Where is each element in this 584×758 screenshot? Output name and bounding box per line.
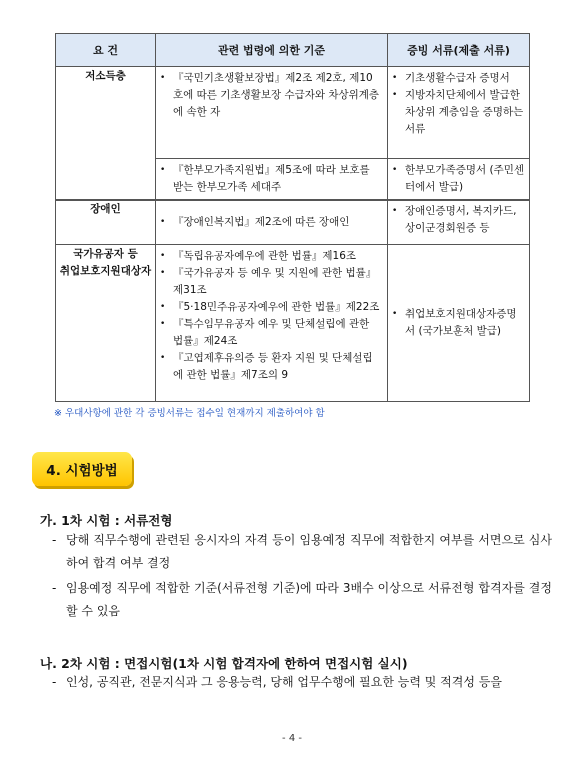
bullet-icon: • <box>392 90 398 100</box>
list-item: • 『한부모가족지원법』제5조에 따라 보호를 받는 한부모가족 세대주 <box>160 162 382 196</box>
bullet-icon: • <box>392 73 398 83</box>
list-item: - 임용예정 직무에 적합한 기준(서류전형 기준)에 따라 3배수 이상으로 서류전형 합격자를 결정할 수 있음 <box>52 577 552 623</box>
list-item: - 인성, 공직관, 전문지식과 그 응용능력, 당해 업무수행에 필요한 능력 및 적격성 등을 <box>52 671 552 694</box>
requirements-table-lower-part <box>55 199 530 402</box>
requirement-disabled: 장애인 <box>56 200 156 245</box>
list-item: • 취업보호지원대상자증명서 (국가보훈처 발급) <box>392 306 524 340</box>
documents-cell <box>388 245 530 402</box>
requirements-table-header-part <box>55 33 530 201</box>
subsection-title-2: 나. 2차 시험 : 면접시험(1차 시험 합격자에 한하여 면접시험 실시) <box>40 656 408 671</box>
table-header-row <box>56 34 530 67</box>
list-item: • 『장애인복지법』제2조에 따른 장애인 <box>160 214 382 231</box>
list-item: • 지방자치단체에서 발급한 차상위 계층임을 증명하는 서류 <box>392 87 524 138</box>
documents-cell <box>388 159 530 201</box>
dash-marker: - <box>52 675 57 689</box>
dash-marker: - <box>52 581 57 595</box>
list-item: - 당해 직무수행에 관련된 응시자의 자격 등이 임용예정 직무에 적합한지 여부를 서면으로 심사하여 합격 여부 결정 <box>52 529 552 575</box>
bullet-icon: • <box>160 353 166 363</box>
table-row <box>56 245 530 402</box>
list-item: • 『특수임무유공자 예우 및 단체설립에 관한 법률』제24조 <box>160 316 382 350</box>
list-item: • 기초생활수급자 증명서 <box>392 70 524 87</box>
bullet-icon: • <box>392 206 398 216</box>
bullet-icon: • <box>392 165 398 175</box>
header-criteria: 관련 법령에 의한 기준 <box>156 34 388 67</box>
documents-cell <box>388 67 530 159</box>
section-heading: 4. 시험방법 <box>32 452 132 486</box>
list-item: • 장애인증명서, 복지카드, 상이군경회원증 등 <box>392 203 524 237</box>
page-number: - 4 - <box>282 733 302 744</box>
criteria-cell <box>156 200 388 245</box>
list-item: • 『고엽제후유의증 등 환자 지원 및 단체설립에 관한 법률』제7조의 9 <box>160 350 382 384</box>
bullet-icon: • <box>392 309 398 319</box>
list-item: • 한부모가족증명서 (주민센터에서 발급) <box>392 162 524 196</box>
criteria-cell <box>156 245 388 402</box>
table-footnote: ※ 우대사항에 관한 각 증빙서류는 접수일 현재까지 제출하여야 함 <box>54 408 325 419</box>
requirement-veterans: 국가유공자 등 취업보호지원대상자 <box>56 245 156 402</box>
bullet-icon: • <box>160 165 166 175</box>
table-row <box>56 67 530 159</box>
requirement-low-income: 저소득층 <box>56 67 156 201</box>
bullet-icon: • <box>160 216 166 227</box>
list-item: • 『국민기초생활보장법』제2조 제2호, 제10호에 따른 기초생활보장 수급자와 차상위계층에 속한 자 <box>160 70 382 121</box>
dash-marker: - <box>52 533 57 547</box>
bullet-icon: • <box>160 302 166 312</box>
bullet-icon: • <box>160 319 166 329</box>
list-item: • 『독립유공자예우에 관한 법률』제16조 <box>160 248 382 265</box>
list-item: • 『5·18민주유공자예우에 관한 법률』제22조 <box>160 299 382 316</box>
criteria-cell <box>156 67 388 159</box>
table-row <box>56 200 530 245</box>
subsection-title-1: 가. 1차 시험 : 서류전형 <box>40 513 173 528</box>
bullet-icon: • <box>160 251 166 261</box>
bullet-icon: • <box>160 73 166 83</box>
header-documents: 증빙 서류(제출 서류) <box>388 34 530 67</box>
list-item: • 『국가유공자 등 예우 및 지원에 관한 법률』제31조 <box>160 265 382 299</box>
documents-cell <box>388 200 530 245</box>
header-requirement: 요 건 <box>56 34 156 67</box>
criteria-cell <box>156 159 388 201</box>
bullet-icon: • <box>160 268 166 278</box>
